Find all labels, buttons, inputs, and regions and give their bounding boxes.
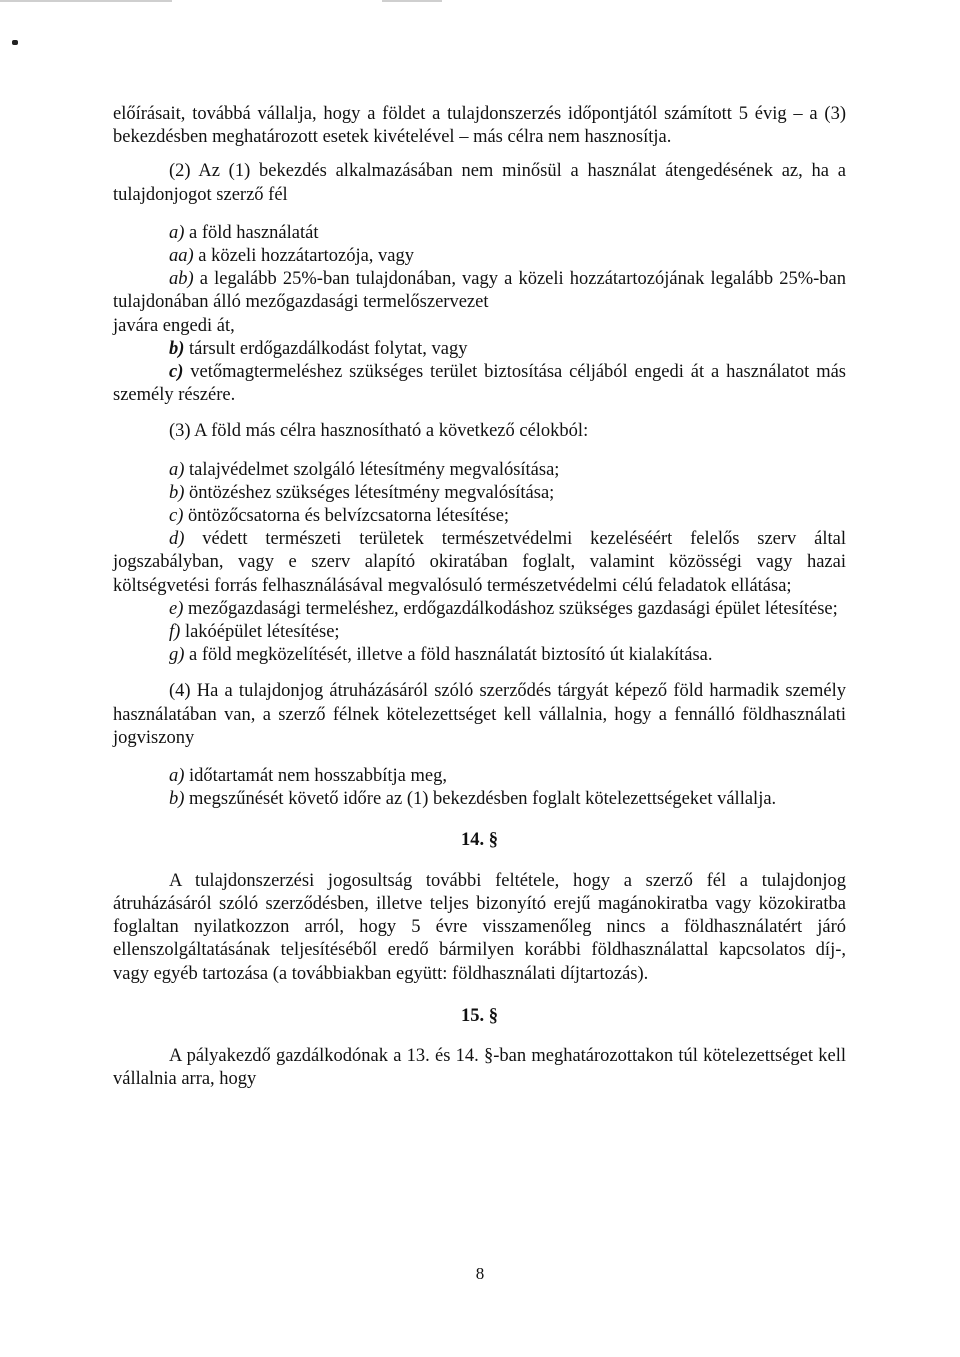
p4-b-label: b) (169, 789, 185, 810)
p2-aa-label: aa) (169, 246, 194, 267)
p3-c-label: c) (169, 506, 184, 527)
p4-item-a (113, 765, 846, 788)
p2-c-text: vetőmagtermeléshez szükséges terület biztosítása céljából engedi át a használatot más személy részére. (113, 362, 846, 406)
p2-b-text: társult erdőgazdálkodást folytat, vagy (184, 338, 468, 359)
p4-b-text: megszűnését követő időre az (1) bekezdésben foglalt kötelezettségeket vállalja. (184, 789, 777, 810)
p2-item-ab (113, 268, 846, 314)
p3-f-label: f) (169, 622, 181, 643)
p3-item-g (113, 644, 846, 667)
top-edge-line (0, 0, 172, 2)
section-15-heading: 15. § (461, 1005, 498, 1026)
p3-item-a (113, 459, 846, 482)
page-number: 8 (475, 1264, 485, 1283)
p3-item-b (113, 482, 846, 505)
p2-ab-label: ab) (169, 269, 194, 290)
p3-c-text: öntözőcsatorna és belvízcsatorna létesítése; (183, 506, 510, 527)
p2-a-label: a) (169, 222, 185, 243)
p3-b-text: öntözéshez szükséges létesítmény megvalósítása; (184, 482, 555, 503)
scan-mark (12, 40, 18, 45)
p3-g-text: a föld megközelítését, illetve a föld használatát biztosító út kialakítása. (184, 645, 713, 666)
intro-paragraph: előírásait, továbbá vállalja, hogy a földet a tulajdonszerzés időpontjától számított 5 évig – a (3) bekezdésben meghatározott esetek kivételével – más célra nem hasznosítja. (113, 104, 846, 148)
p2-b-label: b) (169, 338, 185, 359)
p3-d-label: d) (169, 529, 185, 550)
section-14-paragraph: A tulajdonszerzési jogosultság további feltétele, hogy a szerző fél a tulajdonjog átruházásáról szóló szerződésben, illetve teljes bizonyító erejű magánokiratba vagy közokiratba foglaltan nyilatkozzon arról, hogy 5 évre visszamenőleg nincs a földhasználatért járó ellenszolgáltatásának teljesítéséből eredő bármilyen korábbi földhasználattal kapcsolatos díj-, vagy egyéb tartozása (a továbbiakban együtt: földhasználati díjtartozás). (113, 870, 846, 984)
top-edge-line-2 (382, 0, 442, 2)
p2-a-text: a föld használatát (184, 222, 319, 243)
p3-f-text: lakóépület létesítése; (180, 622, 340, 643)
section-15-paragraph: A pályakezdő gazdálkodónak a 13. és 14. §-ban meghatározottakon túl kötelezettséget kell vállalnia arra, hogy (113, 1045, 846, 1090)
p3-g-label: g) (169, 645, 185, 666)
p3-item-e (113, 598, 846, 621)
p4-a-label: a) (169, 766, 185, 787)
p3-a-label: a) (169, 459, 185, 480)
p4-a-text: időtartamát nem hosszabbítja meg, (184, 766, 447, 787)
p2-item-b (113, 338, 846, 361)
p2-c-label: c) (169, 362, 184, 383)
p4-item-b (113, 788, 846, 811)
document-body (113, 103, 846, 1091)
p3-e-label: e) (169, 598, 184, 619)
p3-b-label: b) (169, 482, 185, 503)
p2-item-aa (113, 245, 846, 268)
p3-a-text: talajvédelmet szolgáló létesítmény megvalósítása; (184, 459, 560, 480)
p3-item-f (113, 621, 846, 644)
p2-ab-text: a legalább 25%-ban tulajdonában, vagy a közeli hozzátartozójának legalább 25%-ban tulajdonában álló mezőgazdasági termelőszervezet (113, 269, 846, 313)
section-14-heading: 14. § (461, 830, 498, 851)
p2-javara: javára engedi át, (113, 315, 235, 336)
p2-item-a (113, 222, 846, 245)
paragraph-2-lead: (2) Az (1) bekezdés alkalmazásában nem minősül a használat átengedésének az, ha a tulajdonjogot szerző fél (113, 161, 846, 205)
p3-item-c (113, 505, 846, 528)
p3-item-d (113, 528, 846, 598)
p2-aa-text: a közeli hozzátartozója, vagy (193, 246, 415, 267)
paragraph-4-lead: (4) Ha a tulajdonjog átruházásáról szóló szerződés tárgyát képező föld harmadik személy használatában van, a szerző félnek kötelezettséget kell vállalnia, hogy a fennálló földhasználati jogviszony (113, 681, 846, 748)
p3-d-text: védett természeti területek természetvédelmi kezeléséért felelős szerv által jogszabályban, vagy e szerv alapító okiratában foglalt, valamint közösségi vagy hazai költségvetési forrás felhasználásával megvalósuló természetvédelmi célú feladatok ellátása; (113, 529, 846, 596)
paragraph-3-lead: (3) A föld más célra hasznosítható a következő célokból: (169, 421, 589, 442)
p3-e-text: mezőgazdasági termeléshez, erdőgazdálkodáshoz szükséges gazdasági épület létesítése; (183, 598, 838, 619)
p2-item-c (113, 361, 846, 407)
